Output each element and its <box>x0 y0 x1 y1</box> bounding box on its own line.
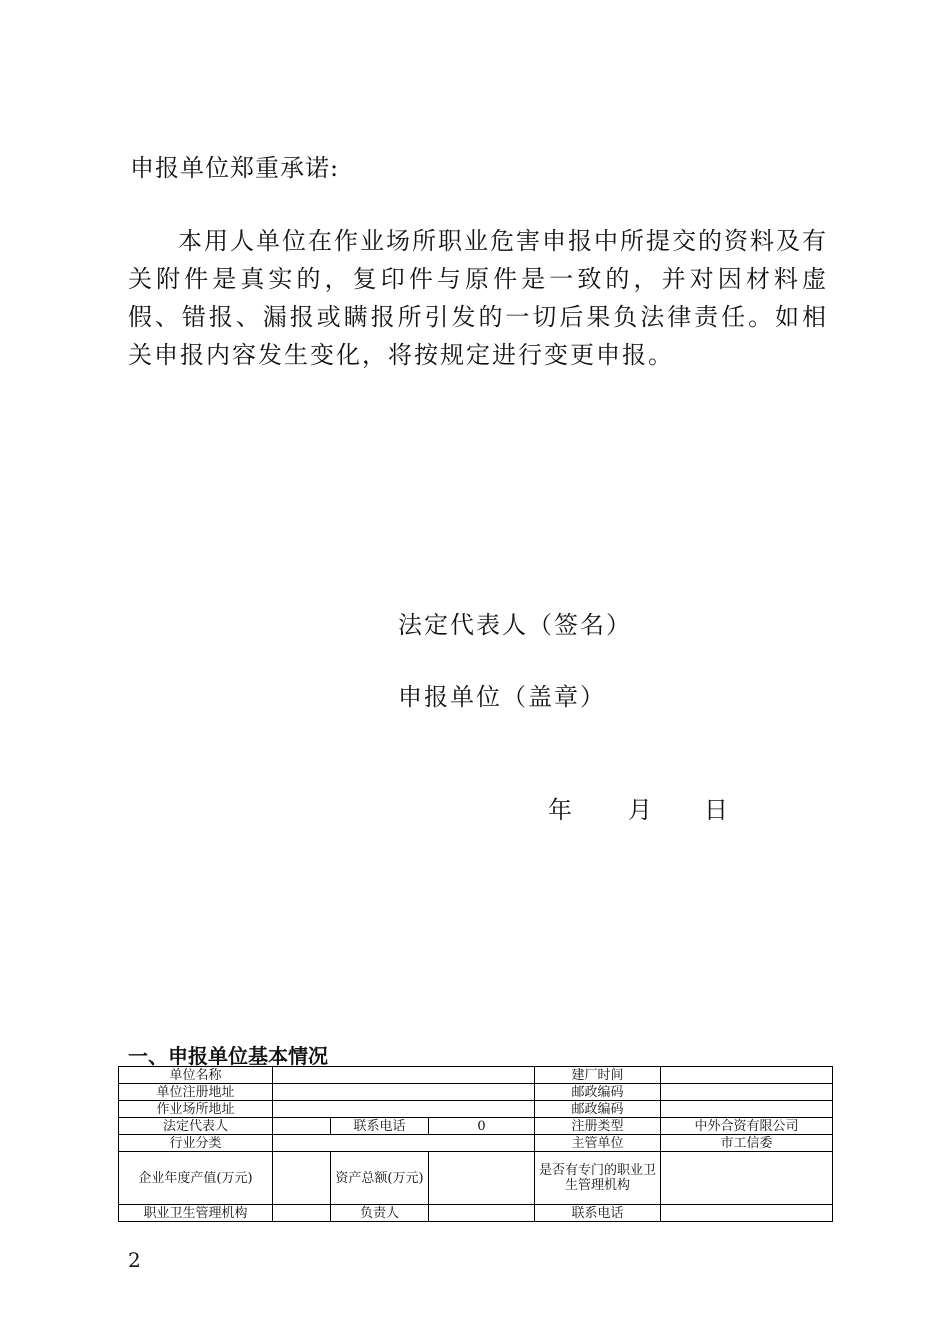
table-row <box>119 1067 833 1084</box>
value-industry <box>273 1135 535 1152</box>
label-postcode-2: 邮政编码 <box>535 1101 661 1118</box>
date-day: 日 <box>704 796 728 824</box>
label-founded: 建厂时间 <box>535 1067 661 1084</box>
value-founded <box>661 1067 833 1084</box>
value-health-org <box>273 1205 331 1222</box>
label-registered-address: 单位注册地址 <box>119 1084 273 1101</box>
value-annual-output <box>273 1152 331 1205</box>
label-registration-type: 注册类型 <box>535 1118 661 1135</box>
value-postcode <box>661 1084 833 1101</box>
table-row <box>119 1205 833 1222</box>
value-unit-name <box>273 1067 535 1084</box>
value-total-assets <box>429 1152 535 1205</box>
value-postcode-2 <box>661 1101 833 1118</box>
page-number: 2 <box>128 1248 141 1272</box>
date-month: 月 <box>628 796 652 824</box>
value-contact-phone <box>661 1205 833 1222</box>
table-row <box>119 1152 833 1205</box>
label-postcode: 邮政编码 <box>535 1084 661 1101</box>
pledge-intro: 申报单位郑重承诺: <box>130 154 340 182</box>
label-supervisor: 主管单位 <box>535 1135 661 1152</box>
label-health-org: 职业卫生管理机构 <box>119 1205 273 1222</box>
label-annual-output: 企业年度产值(万元) <box>119 1152 273 1205</box>
label-person-in-charge: 负责人 <box>331 1205 429 1222</box>
label-workplace-address: 作业场所地址 <box>119 1101 273 1118</box>
value-person-in-charge <box>429 1205 535 1222</box>
date-year: 年 <box>548 796 572 824</box>
label-legal-rep: 法定代表人 <box>119 1118 273 1135</box>
label-unit-name: 单位名称 <box>119 1067 273 1084</box>
label-contact-phone: 联系电话 <box>535 1205 661 1222</box>
table-row <box>119 1118 833 1135</box>
label-has-health-org: 是否有专门的职业卫生管理机构 <box>535 1152 661 1205</box>
table-row <box>119 1084 833 1101</box>
pledge-body: 本用人单位在作业场所职业危害申报中所提交的资料及有关附件是真实的，复印件与原件是一致的，并对因材料虚假、错报、漏报或瞒报所引发的一切后果负法律责任。如相关申报内容发生变化，将按规定进行变更申报。 <box>128 227 828 369</box>
label-phone: 联系电话 <box>331 1118 429 1135</box>
value-supervisor: 市工信委 <box>661 1135 833 1152</box>
value-phone: 0 <box>429 1118 535 1135</box>
label-industry: 行业分类 <box>119 1135 273 1152</box>
table-row <box>119 1135 833 1152</box>
unit-info-table <box>118 1066 833 1222</box>
value-registration-type: 中外合资有限公司 <box>661 1118 833 1135</box>
table-row <box>119 1101 833 1118</box>
value-has-health-org <box>661 1152 833 1205</box>
seal-label: 申报单位（盖章） <box>398 683 606 711</box>
signature-label: 法定代表人（签名） <box>398 611 632 639</box>
value-registered-address <box>273 1084 535 1101</box>
section-title: 一、申报单位基本情况 <box>128 1044 328 1068</box>
value-workplace-address <box>273 1101 535 1118</box>
value-legal-rep <box>273 1118 331 1135</box>
label-total-assets: 资产总额(万元) <box>331 1152 429 1205</box>
